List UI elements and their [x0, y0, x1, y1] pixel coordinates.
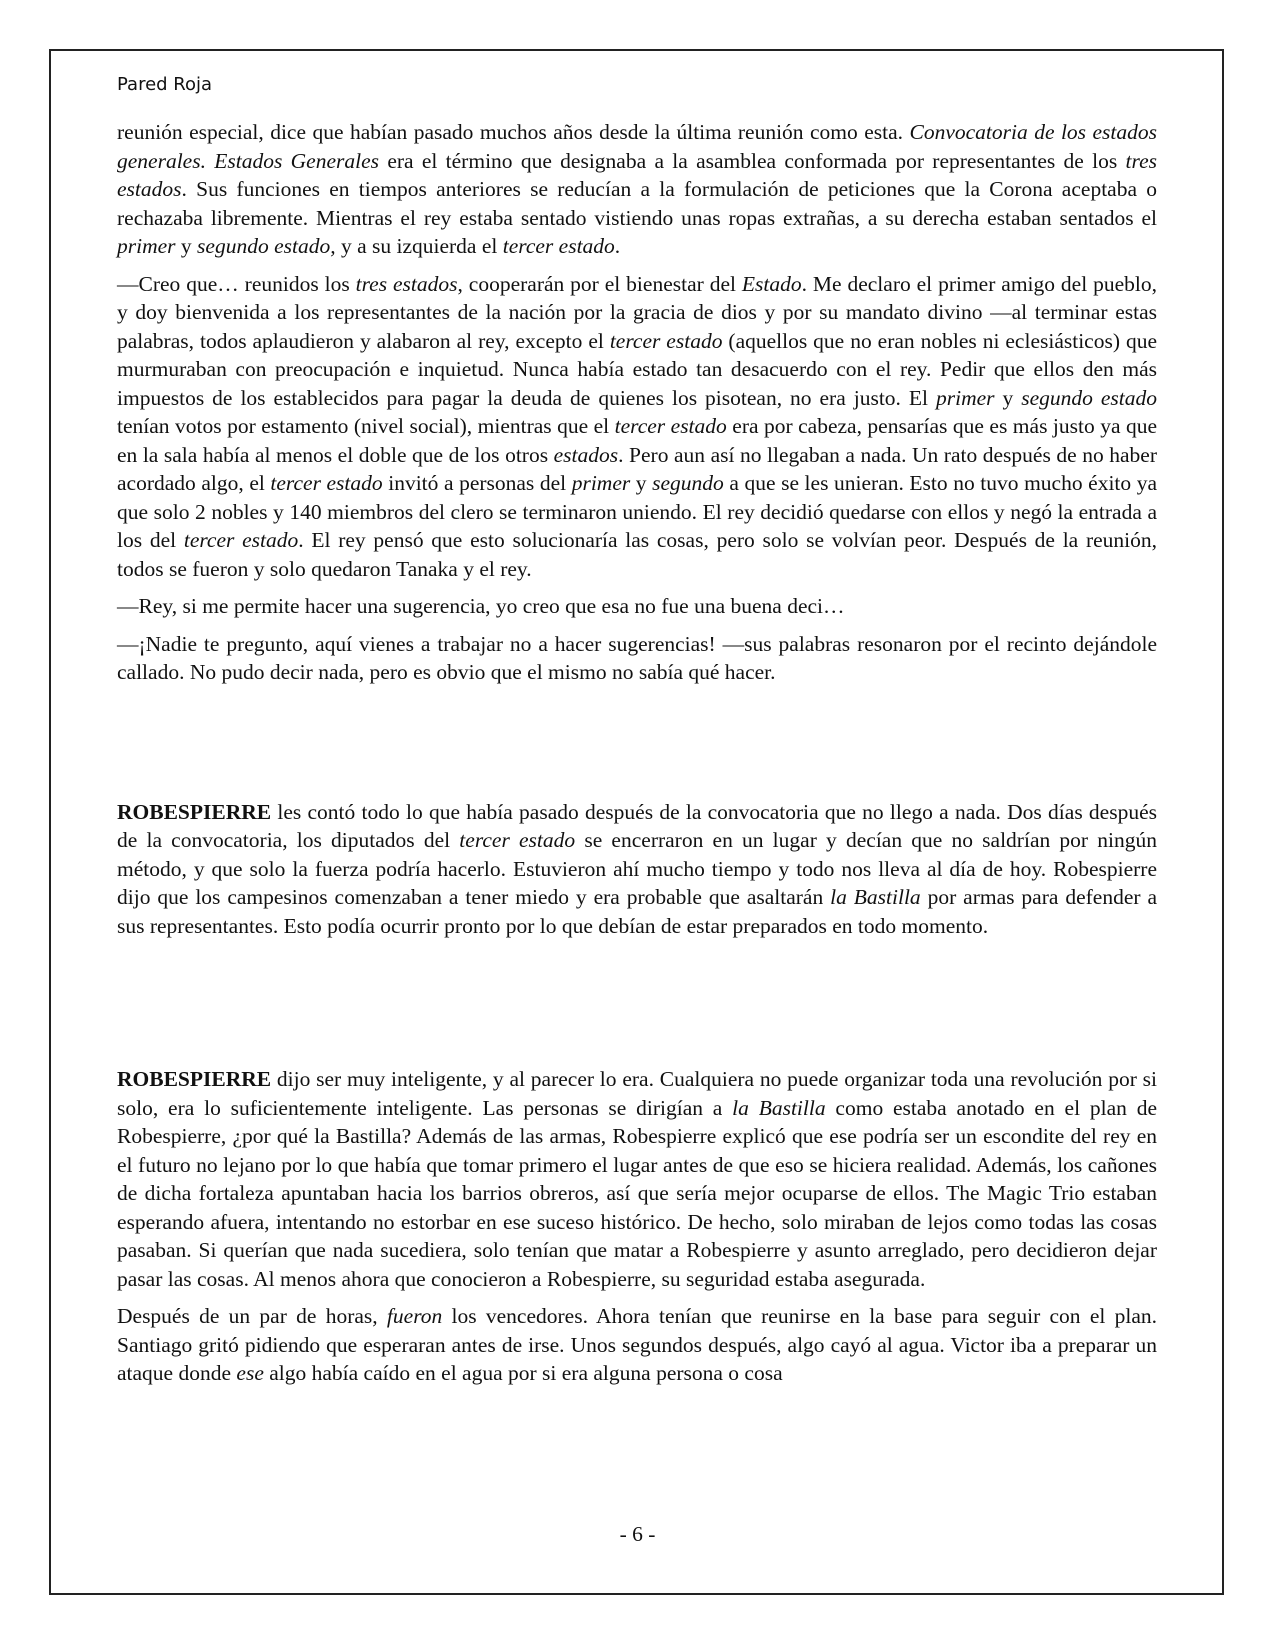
paragraph: [117, 630, 1157, 687]
text-run: —¡Nadie te pregunto, aquí vienes a trabajar no a hacer sugerencias! —sus palabras resonaron por el recinto dejándole callado. No pudo decir nada, pero es obvio que el mismo no sabía qué hacer.: [117, 631, 1157, 684]
text-run: y: [630, 471, 653, 495]
emphasis: la Bastilla: [732, 1095, 826, 1120]
paragraph: [117, 118, 1157, 261]
emphasis: segundo estado: [1021, 385, 1158, 410]
text-run: , cooperarán por el bienestar del: [457, 271, 742, 296]
text-run: Después de un par de horas,: [117, 1304, 387, 1328]
emphasis: estados: [553, 442, 619, 467]
emphasis: primer: [571, 471, 631, 495]
emphasis: tercer estado: [183, 528, 299, 552]
running-header: Pared Roja: [117, 74, 213, 95]
emphasis: ese: [236, 1361, 264, 1385]
lead-name: ROBESPIERRE: [117, 799, 272, 824]
emphasis: tres estados: [117, 148, 1157, 201]
text-run: (aquellos que no eran nobles ni eclesiásticos) que murmuraban con preocupación e inquietud. Nunca había estado tan desacuerdo con el rey. Pedir que ellos den más impuestos de los establecidos para pagar la deuda de quienes los pisotean, no era justo. El: [117, 328, 1158, 410]
emphasis: tercer estado: [502, 234, 615, 258]
emphasis: tercer estado: [609, 328, 723, 353]
text-run: reunión especial, dice que habían pasado muchos años desde la última reunión como esta.: [117, 120, 910, 144]
emphasis: primer: [936, 385, 995, 410]
text-run: . El rey pensó que esto solucionaría las cosas, pero solo se volvían peor. Después de la reunión, todos se fueron y solo quedaron Tanaka y el rey.: [117, 528, 1158, 581]
text-run: era el término que designaba a la asamblea conformada por representantes de los: [379, 148, 1126, 173]
emphasis: primer: [117, 234, 176, 258]
text-run: . Sus funciones en tiempos anteriores se reducían a la formulación de peticiones que la Corona aceptaba o rechazaba libremente. Mientras el rey estaba sentado vistiendo unas ropas extrañas, a su derecha estaban sentados el: [117, 177, 1157, 230]
paragraph: [117, 1302, 1157, 1388]
text-run: los vencedores. Ahora tenían que reunirse en la base para seguir con el plan. Santiago gritó pidiendo que esperaran antes de irse. Unos segundos después, algo cayó al agua. Victor iba a preparar un ataque donde: [117, 1304, 1157, 1385]
text-run: . Pero aun así no llegaban a nada. Un rato después de no haber acordado algo, el: [117, 442, 1157, 495]
text-run: y: [175, 234, 198, 258]
emphasis: tercer estado: [614, 414, 727, 438]
emphasis: segundo: [652, 471, 724, 495]
paragraph: [117, 270, 1157, 584]
text-run: y a su izquierda el: [335, 234, 503, 258]
section-break: [117, 949, 1157, 1065]
emphasis: fueron: [386, 1304, 443, 1328]
page-number: - 6 -: [619, 1522, 656, 1546]
text-run: . Me declaro el primer amigo del pueblo, y doy bienvenida a los representantes de la nación por la gracia de dios y por su mandato divino —al terminar estas palabras, todos aplaudieron y alabaron al rey, excepto el: [117, 271, 1158, 353]
emphasis: Convocatoria de los estados generales. Estados Generales: [117, 120, 1157, 173]
text-run: algo había caído en el agua por si era alguna persona o cosa: [263, 1361, 783, 1385]
emphasis: Estado: [741, 271, 802, 296]
paragraph: [117, 1065, 1157, 1293]
text-run: .: [614, 234, 621, 258]
emphasis: tercer estado: [459, 828, 576, 852]
text-run: les contó todo lo que había pasado después de la convocatoria que no llego a nada. Dos días después de la convocatoria, los diputados del: [117, 799, 1157, 852]
text-run: tenían votos por estamento (nivel social), mientras que el: [117, 414, 615, 438]
text-run: a que se les unieran. Esto no tuvo mucho éxito ya que solo 2 nobles y 140 miembros del clero se terminaron uniendo. El rey decidió quedarse con ellos y negó la entrada a los del: [117, 471, 1158, 552]
emphasis: segundo estado,: [197, 234, 336, 258]
text-run: —Creo que… reunidos los: [117, 271, 356, 296]
emphasis: tres estados: [355, 271, 458, 296]
text-run: se encerraron en un lugar y decían que no saldrían por ningún método, y que solo la fuerza podría hacerlo. Estuvieron ahí mucho tiempo y todo nos lleva al día de hoy. Robespierre dijo que los campesinos comenzaban a tener miedo y era probable que asaltarán: [117, 828, 1157, 909]
text-run: invitó a personas del: [382, 471, 572, 495]
text-run: —Rey, si me permite hacer una sugerencia, yo creo que esa no fue una buena deci…: [117, 594, 845, 618]
document-body: [117, 118, 1157, 1397]
text-run: era por cabeza, pensarías que es más justo ya que en la sala había al menos el doble que de los otros: [117, 414, 1158, 467]
text-run: como estaba anotado en el plan de Robespierre, ¿por qué la Bastilla? Además de las armas, Robespierre explicó que ese podría ser un escondite del rey en el futuro no lejano por lo que había que tomar primero el lugar antes de que eso se hiciera realidad. Además, los cañones de dicha fortaleza apuntaban hacia los barrios obreros, así que sería mejor ocuparse de ellos. The Magic Trio estaban esperando afuera, intentando no estorbar en ese suceso histórico. De hecho, solo miraban de lejos como todas las cosas pasaban. Si querían que nada sucediera, solo tenían que matar a Robespierre y asunto arreglado, pero decidieron dejar pasar las cosas. Al menos ahora que conocieron a Robespierre, su seguridad estaba asegurada.: [117, 1095, 1157, 1291]
text-run: dijo ser muy inteligente, y al parecer lo era. Cualquiera no puede organizar toda una revolución por si solo, era lo suficientemente inteligente. Las personas se dirigían a: [117, 1067, 1157, 1120]
paragraph: [117, 798, 1157, 941]
paragraph: [117, 592, 1157, 621]
emphasis: tercer estado: [270, 471, 383, 495]
lead-name: ROBESPIERRE: [117, 1067, 272, 1091]
text-run: y: [994, 385, 1022, 410]
emphasis: la Bastilla: [830, 885, 921, 909]
text-run: por armas para defender a sus representantes. Esto podía ocurrir pronto por lo que debían de estar preparados en todo momento.: [117, 885, 1157, 938]
section-break: [117, 696, 1157, 798]
